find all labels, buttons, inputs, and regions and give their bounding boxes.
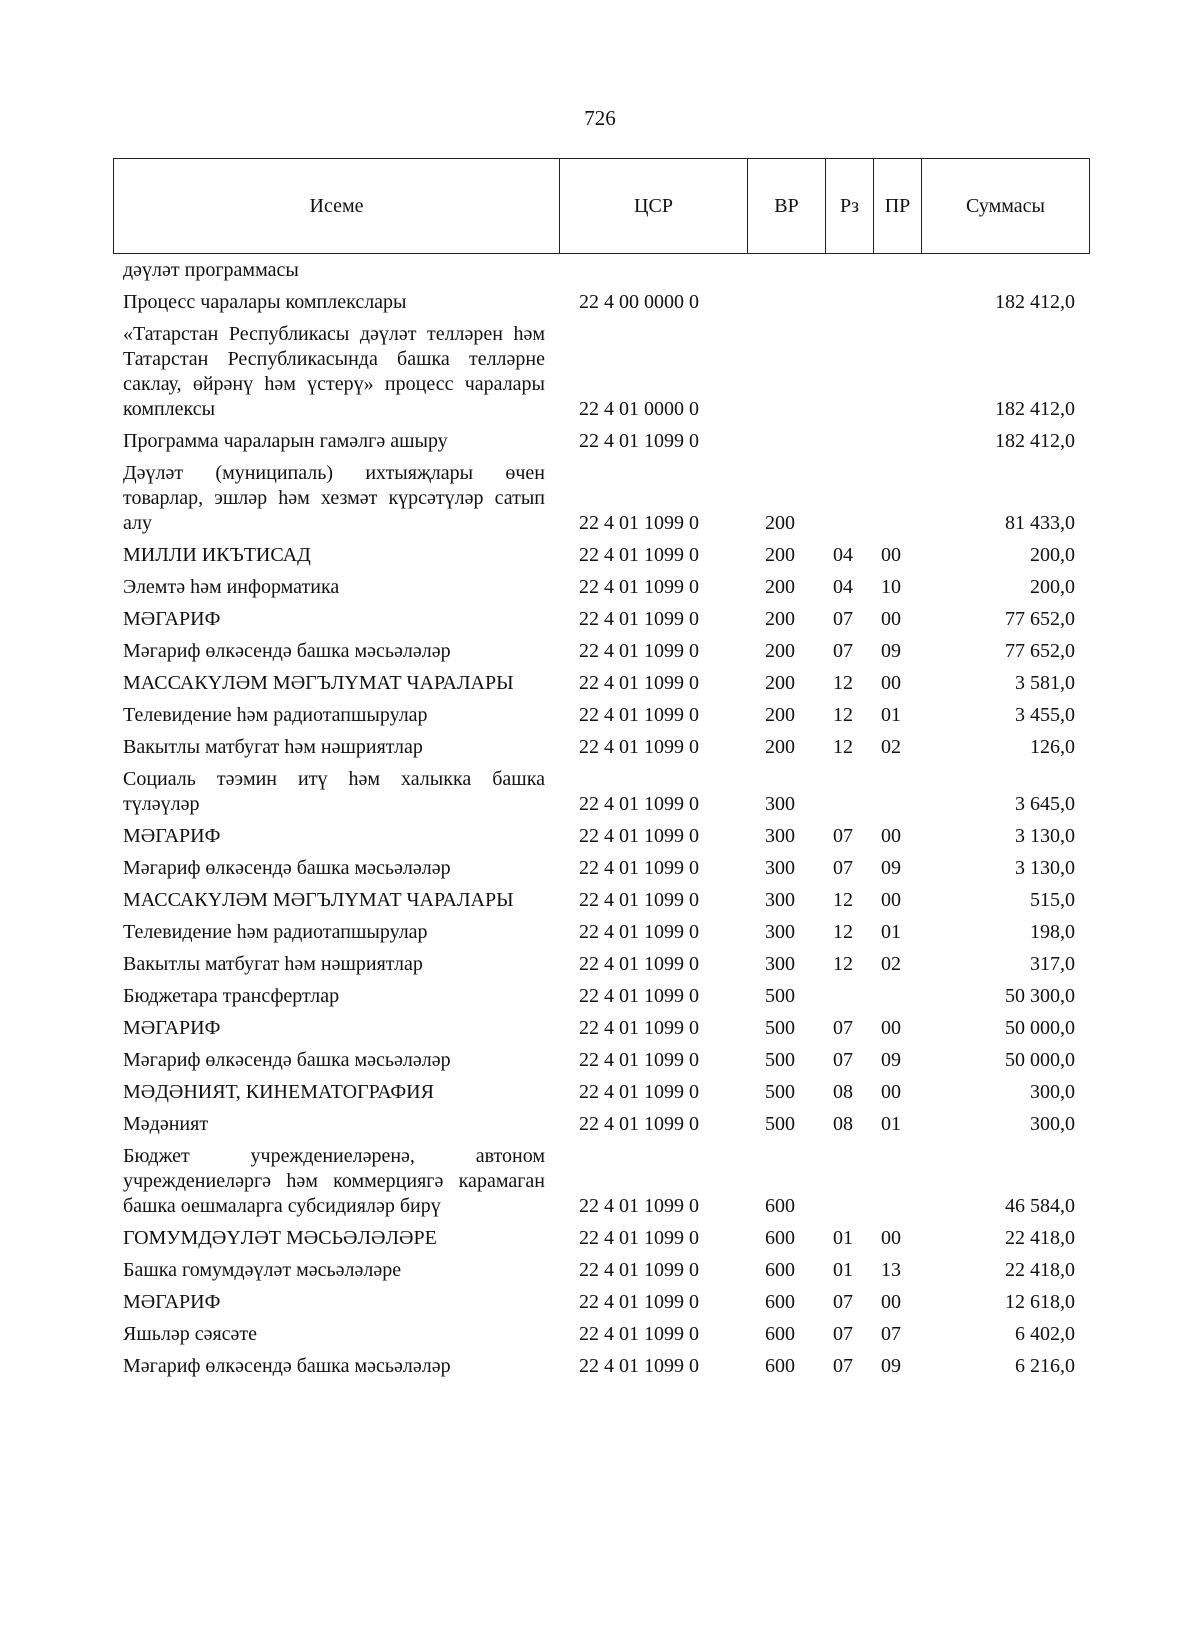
row-pr: 07 (881, 1323, 901, 1345)
row-name: Программа чараларын гамәлгә ашыру (123, 430, 448, 452)
row-sum: 126,0 (1030, 736, 1075, 758)
table-row (113, 458, 1089, 540)
row-vr: 600 (765, 1259, 795, 1281)
table-header (113, 158, 1090, 254)
row-name: Яшьләр сәясәте (123, 1323, 258, 1345)
row-name: Мәдәният (123, 1113, 209, 1135)
table-row (113, 1045, 1089, 1077)
row-vr: 600 (765, 1195, 795, 1217)
row-csr: 22 4 01 1099 0 (579, 1227, 699, 1249)
row-sum: 6 216,0 (1015, 1355, 1075, 1377)
table-row (113, 917, 1089, 949)
row-name: Вакытлы матбугат һәм нәшриятлар (123, 736, 423, 758)
row-pr: 00 (881, 1291, 901, 1313)
row-rz: 12 (833, 736, 853, 758)
row-vr: 300 (765, 953, 795, 975)
row-name: ГОМУМДӘҮЛӘТ МӘСЬӘЛӘЛӘРЕ (123, 1227, 437, 1249)
row-sum: 182 412,0 (995, 430, 1075, 452)
row-csr: 22 4 01 1099 0 (579, 921, 699, 943)
table-row (113, 1287, 1089, 1319)
table-row (113, 885, 1089, 917)
row-rz: 08 (833, 1113, 853, 1135)
row-pr: 09 (881, 1355, 901, 1377)
row-pr: 00 (881, 889, 901, 911)
row-sum: 200,0 (1030, 544, 1075, 566)
row-csr: 22 4 01 1099 0 (579, 1049, 699, 1071)
row-vr: 600 (765, 1355, 795, 1377)
row-csr: 22 4 01 1099 0 (579, 1355, 699, 1377)
row-name: МӘГАРИФ (123, 825, 221, 847)
table-row (113, 636, 1089, 668)
row-rz: 12 (833, 672, 853, 694)
header-rz: Рз (826, 159, 874, 254)
row-sum: 77 652,0 (1005, 640, 1075, 662)
row-name: МӘДӘНИЯТ, КИНЕМАТОГРАФИЯ (123, 1081, 434, 1103)
row-vr: 500 (765, 1081, 795, 1103)
row-name: Телевидение һәм радиотапшырулар (123, 704, 428, 726)
row-csr: 22 4 01 1099 0 (579, 544, 699, 566)
row-rz: 08 (833, 1081, 853, 1103)
row-vr: 200 (765, 672, 795, 694)
row-name: Социаль тәэмин итү һәм халыкка башка түләүләр (123, 768, 545, 815)
row-csr: 22 4 01 1099 0 (579, 672, 699, 694)
row-name: МАССАКҮЛӘМ МӘГЪЛҮМАТ ЧАРАЛАРЫ (123, 889, 514, 911)
row-vr: 300 (765, 921, 795, 943)
table-row (113, 1351, 1089, 1383)
row-csr: 22 4 00 0000 0 (579, 291, 699, 313)
row-rz: 04 (833, 576, 853, 598)
row-name: Мәгариф өлкәсендә башка мәсьәләләр (123, 640, 451, 662)
row-pr: 00 (881, 608, 901, 630)
row-rz: 07 (833, 1355, 853, 1377)
header-pr: ПР (874, 159, 922, 254)
row-name: Бюджет учреждениеләренә, автоном учреждениеләргә һәм коммерциягә карамаган башка оешмаларга субсидияләр бирү (123, 1145, 545, 1217)
row-sum: 3 130,0 (1015, 825, 1075, 847)
row-sum: 300,0 (1030, 1081, 1075, 1103)
row-pr: 02 (881, 953, 901, 975)
row-name: МИЛЛИ ИКЪТИСАД (123, 544, 311, 566)
row-csr: 22 4 01 1099 0 (579, 608, 699, 630)
row-vr: 500 (765, 1113, 795, 1135)
row-pr: 09 (881, 1049, 901, 1071)
header-sum: Суммасы (922, 159, 1090, 254)
row-vr: 300 (765, 857, 795, 879)
row-name: Мәгариф өлкәсендә башка мәсьәләләр (123, 1355, 451, 1377)
row-name: МӘГАРИФ (123, 1291, 221, 1313)
row-rz: 07 (833, 1049, 853, 1071)
row-sum: 317,0 (1030, 953, 1075, 975)
row-vr: 300 (765, 793, 795, 815)
row-sum: 3 455,0 (1015, 704, 1075, 726)
row-name: Вакытлы матбугат һәм нәшриятлар (123, 953, 423, 975)
table-row (113, 1319, 1089, 1351)
row-sum: 3 645,0 (1015, 793, 1075, 815)
row-name: Дәүләт (муниципаль) ихтыяҗлары өчен товарлар, эшләр һәм хезмәт күрсәтүләр сатып алу (123, 462, 545, 534)
row-name: Мәгариф өлкәсендә башка мәсьәләләр (123, 857, 451, 879)
row-sum: 50 000,0 (1005, 1017, 1075, 1039)
row-name: Мәгариф өлкәсендә башка мәсьәләләр (123, 1049, 451, 1071)
row-sum: 22 418,0 (1005, 1259, 1075, 1281)
row-pr: 10 (881, 576, 901, 598)
table-row (113, 732, 1089, 764)
row-rz: 12 (833, 953, 853, 975)
row-pr: 00 (881, 672, 901, 694)
row-pr: 01 (881, 921, 901, 943)
row-pr: 01 (881, 704, 901, 726)
row-rz: 07 (833, 1323, 853, 1345)
row-pr: 09 (881, 640, 901, 662)
table-row (113, 319, 1089, 426)
row-name: Бюджетара трансфертлар (123, 985, 340, 1007)
table-row (113, 668, 1089, 700)
row-vr: 200 (765, 736, 795, 758)
row-pr: 00 (881, 1017, 901, 1039)
table-row (113, 821, 1089, 853)
row-pr: 00 (881, 825, 901, 847)
table-row (113, 949, 1089, 981)
table-row (113, 287, 1089, 319)
row-sum: 300,0 (1030, 1113, 1075, 1135)
row-name: Процесс чаралары комплекслары (123, 291, 407, 313)
row-vr: 200 (765, 608, 795, 630)
table-row (113, 1141, 1089, 1223)
row-rz: 07 (833, 857, 853, 879)
row-vr: 200 (765, 512, 795, 534)
row-rz: 12 (833, 921, 853, 943)
table-row (113, 540, 1089, 572)
row-sum: 515,0 (1030, 889, 1075, 911)
page-number: 726 (584, 106, 616, 130)
row-name: Башка гомумдәүләт мәсьәләләре (123, 1259, 402, 1281)
table-row (113, 426, 1089, 458)
row-csr: 22 4 01 1099 0 (579, 825, 699, 847)
row-name: Телевидение һәм радиотапшырулар (123, 921, 428, 943)
row-name: МАССАКҮЛӘМ МӘГЪЛҮМАТ ЧАРАЛАРЫ (123, 672, 514, 694)
row-sum: 3 581,0 (1015, 672, 1075, 694)
row-name: дәүләт программасы (123, 259, 299, 281)
row-csr: 22 4 01 1099 0 (579, 857, 699, 879)
table-row (113, 1255, 1089, 1287)
table-row (113, 1223, 1089, 1255)
row-sum: 77 652,0 (1005, 608, 1075, 630)
row-csr: 22 4 01 1099 0 (579, 640, 699, 662)
row-pr: 13 (881, 1259, 901, 1281)
row-sum: 198,0 (1030, 921, 1075, 943)
row-sum: 6 402,0 (1015, 1323, 1075, 1345)
row-name: Элемтә һәм информатика (123, 576, 340, 598)
row-csr: 22 4 01 1099 0 (579, 512, 699, 534)
row-name: «Татарстан Республикасы дәүләт телләрен һәм Татарстан Республикасында башка телләрне саклау, өйрәнү һәм үстерү» процесс чаралары комплексы (123, 323, 545, 420)
row-rz: 07 (833, 825, 853, 847)
row-sum: 182 412,0 (995, 291, 1075, 313)
row-rz: 01 (833, 1259, 853, 1281)
header-name: Исеме (114, 159, 560, 254)
table-row (113, 764, 1089, 821)
row-vr: 200 (765, 576, 795, 598)
row-csr: 22 4 01 1099 0 (579, 1291, 699, 1313)
row-sum: 50 300,0 (1005, 985, 1075, 1007)
row-rz: 01 (833, 1227, 853, 1249)
row-vr: 200 (765, 640, 795, 662)
row-sum: 12 618,0 (1005, 1291, 1075, 1313)
row-rz: 07 (833, 1291, 853, 1313)
table-row (113, 1013, 1089, 1045)
row-rz: 12 (833, 889, 853, 911)
row-rz: 07 (833, 608, 853, 630)
row-vr: 300 (765, 825, 795, 847)
row-csr: 22 4 01 1099 0 (579, 793, 699, 815)
row-sum: 22 418,0 (1005, 1227, 1075, 1249)
row-vr: 300 (765, 889, 795, 911)
row-pr: 00 (881, 1081, 901, 1103)
row-csr: 22 4 01 1099 0 (579, 1259, 699, 1281)
row-csr: 22 4 01 1099 0 (579, 736, 699, 758)
row-pr: 00 (881, 544, 901, 566)
row-sum: 81 433,0 (1005, 512, 1075, 534)
table-row (113, 604, 1089, 636)
row-name: МӘГАРИФ (123, 608, 221, 630)
row-csr: 22 4 01 0000 0 (579, 398, 699, 420)
row-rz: 07 (833, 1017, 853, 1039)
row-pr: 01 (881, 1113, 901, 1135)
table-row (113, 258, 1089, 287)
row-rz: 07 (833, 640, 853, 662)
row-vr: 600 (765, 1323, 795, 1345)
row-sum: 3 130,0 (1015, 857, 1075, 879)
row-csr: 22 4 01 1099 0 (579, 704, 699, 726)
table-row (113, 981, 1089, 1013)
row-pr: 02 (881, 736, 901, 758)
row-rz: 12 (833, 704, 853, 726)
row-csr: 22 4 01 1099 0 (579, 889, 699, 911)
row-csr: 22 4 01 1099 0 (579, 1081, 699, 1103)
table-row (113, 1077, 1089, 1109)
row-vr: 200 (765, 544, 795, 566)
table-row (113, 1109, 1089, 1141)
row-rz: 04 (833, 544, 853, 566)
row-csr: 22 4 01 1099 0 (579, 1323, 699, 1345)
row-vr: 500 (765, 985, 795, 1007)
row-csr: 22 4 01 1099 0 (579, 1113, 699, 1135)
row-vr: 600 (765, 1227, 795, 1249)
row-vr: 500 (765, 1049, 795, 1071)
row-name: МӘГАРИФ (123, 1017, 221, 1039)
table-row (113, 700, 1089, 732)
row-csr: 22 4 01 1099 0 (579, 1017, 699, 1039)
header-vr: ВР (748, 159, 826, 254)
row-sum: 182 412,0 (995, 398, 1075, 420)
row-csr: 22 4 01 1099 0 (579, 576, 699, 598)
row-csr: 22 4 01 1099 0 (579, 953, 699, 975)
row-csr: 22 4 01 1099 0 (579, 1195, 699, 1217)
table-body (113, 258, 1089, 1383)
header-csr: ЦСР (560, 159, 748, 254)
row-sum: 200,0 (1030, 576, 1075, 598)
row-vr: 600 (765, 1291, 795, 1313)
table-row (113, 572, 1089, 604)
row-vr: 200 (765, 704, 795, 726)
table-row (113, 853, 1089, 885)
row-csr: 22 4 01 1099 0 (579, 430, 699, 452)
row-csr: 22 4 01 1099 0 (579, 985, 699, 1007)
row-sum: 50 000,0 (1005, 1049, 1075, 1071)
row-pr: 09 (881, 857, 901, 879)
row-vr: 500 (765, 1017, 795, 1039)
row-pr: 00 (881, 1227, 901, 1249)
row-sum: 46 584,0 (1005, 1195, 1075, 1217)
